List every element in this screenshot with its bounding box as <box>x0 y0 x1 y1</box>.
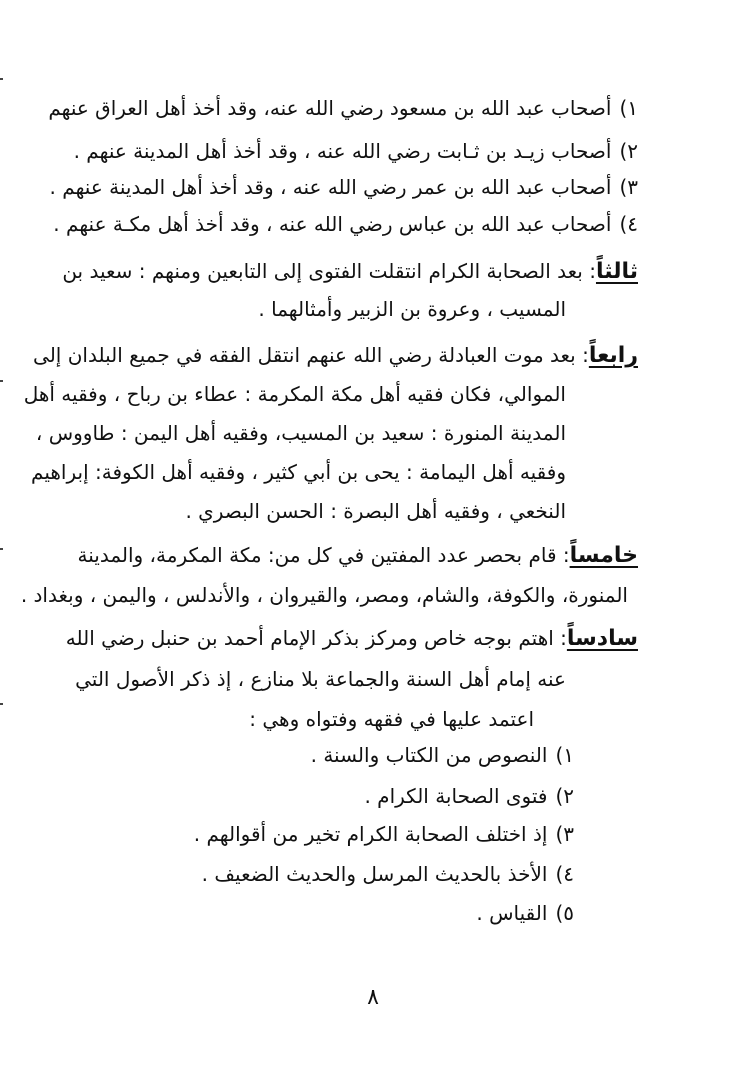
list-item-number: ٣) <box>619 175 638 199</box>
list-item <box>53 209 638 241</box>
paragraph-line: المدينة المنورة : سعيد بن المسيب، وفقيه أهل اليمن : طاووس ، <box>35 421 566 445</box>
paragraph-line: وفقيه أهل اليمامة : يحى بن أبي كثير ، وفقيه أهل الكوفة: إبراهيم <box>31 460 566 484</box>
paragraph-line: الموالي، فكان فقيه أهل مكة المكرمة : عطاء بن رباح ، وفقيه أهل <box>23 382 566 406</box>
paragraph-sadisan <box>38 623 638 655</box>
list-item-text: الأخذ بالحديث المرسل والحديث الضعيف . <box>201 862 548 886</box>
list-item <box>49 172 638 204</box>
paragraph-line: : قام بحصر عدد المفتين في كل من: مكة المكرمة، والمدينة <box>77 543 570 567</box>
list-item-number: ١) <box>619 96 638 120</box>
list-item-number: ٥) <box>555 901 574 925</box>
list-item-text: أصحاب عبد الله بن عمر رضي الله عنه ، وقد أخذ أهل المدينة عنهم . <box>49 175 612 199</box>
section-label-thalithan: ثالثاً <box>595 259 638 284</box>
scan-edge-mark <box>0 703 3 705</box>
list-item <box>154 781 574 813</box>
list-item-text: أصحاب عبد الله بن مسعود رضي الله عنه، وقد أخذ أهل العراق عنهم <box>48 96 612 120</box>
list-item <box>48 93 638 125</box>
section-label-khamisan: خامساً <box>569 543 638 568</box>
list-item-number: ٤) <box>619 212 638 236</box>
paragraph-line: المسيب ، وعروة بن الزبير وأمثالهما . <box>258 297 566 321</box>
list-item <box>154 898 574 930</box>
paragraph-line: : بعد موت العبادلة رضي الله عنهم انتقل الفقه في جميع البلدان إلى <box>33 343 589 367</box>
scan-edge-mark <box>0 78 3 80</box>
list-item-number: ٢) <box>619 139 638 163</box>
section-label-sadisan: سادساً <box>566 626 638 651</box>
list-item <box>154 819 574 851</box>
list-item-text: أصحاب زيـد بن ثـابت رضي الله عنه ، وقد أخذ أهل المدينة عنهم . <box>73 139 612 163</box>
list-item <box>154 859 574 891</box>
paragraph-khamisan <box>38 540 638 572</box>
section-label-rabian: رابعاً <box>588 343 638 368</box>
paragraph-line: المنورة، والكوفة، والشام، ومصر، والقيروان ، والأندلس ، واليمن ، وبغداد . <box>20 583 628 607</box>
list-item-text: فتوى الصحابة الكرام . <box>364 784 548 808</box>
list-item <box>73 136 638 168</box>
list-item-text: النصوص من الكتاب والسنة . <box>310 743 548 767</box>
scan-edge-mark <box>0 548 3 550</box>
list-item-number: ١) <box>555 743 574 767</box>
scan-edge-mark <box>0 380 3 382</box>
paragraph-line: النخعي ، وفقيه أهل البصرة : الحسن البصري . <box>185 499 566 523</box>
paragraph-line: اعتمد عليها في فقهه وفتواه وهي : <box>249 707 534 731</box>
page-number: ٨ <box>367 985 379 1010</box>
paragraph-line: : اهتم بوجه خاص ومركز بذكر الإمام أحمد بن حنبل رضي الله <box>65 626 567 650</box>
list-item-number: ٤) <box>555 862 574 886</box>
list-item-text: أصحاب عبد الله بن عباس رضي الله عنه ، وقد أخذ أهل مكـة عنهم . <box>53 212 612 236</box>
list-item-number: ٢) <box>555 784 574 808</box>
paragraph-rabian <box>33 340 638 372</box>
list-item-text: إذ اختلف الصحابة الكرام تخير من أقوالهم . <box>193 822 548 846</box>
paragraph-line: عنه إمام أهل السنة والجماعة بلا منازع ، إذ ذكر الأصول التي <box>75 667 566 691</box>
list-item-number: ٣) <box>555 822 574 846</box>
list-item-text: القياس . <box>476 901 548 925</box>
paragraph-thalithan <box>58 256 638 288</box>
paragraph-line: : بعد الصحابة الكرام انتقلت الفتوى إلى التابعين ومنهم : سعيد بن <box>62 259 596 283</box>
list-item <box>154 740 574 772</box>
